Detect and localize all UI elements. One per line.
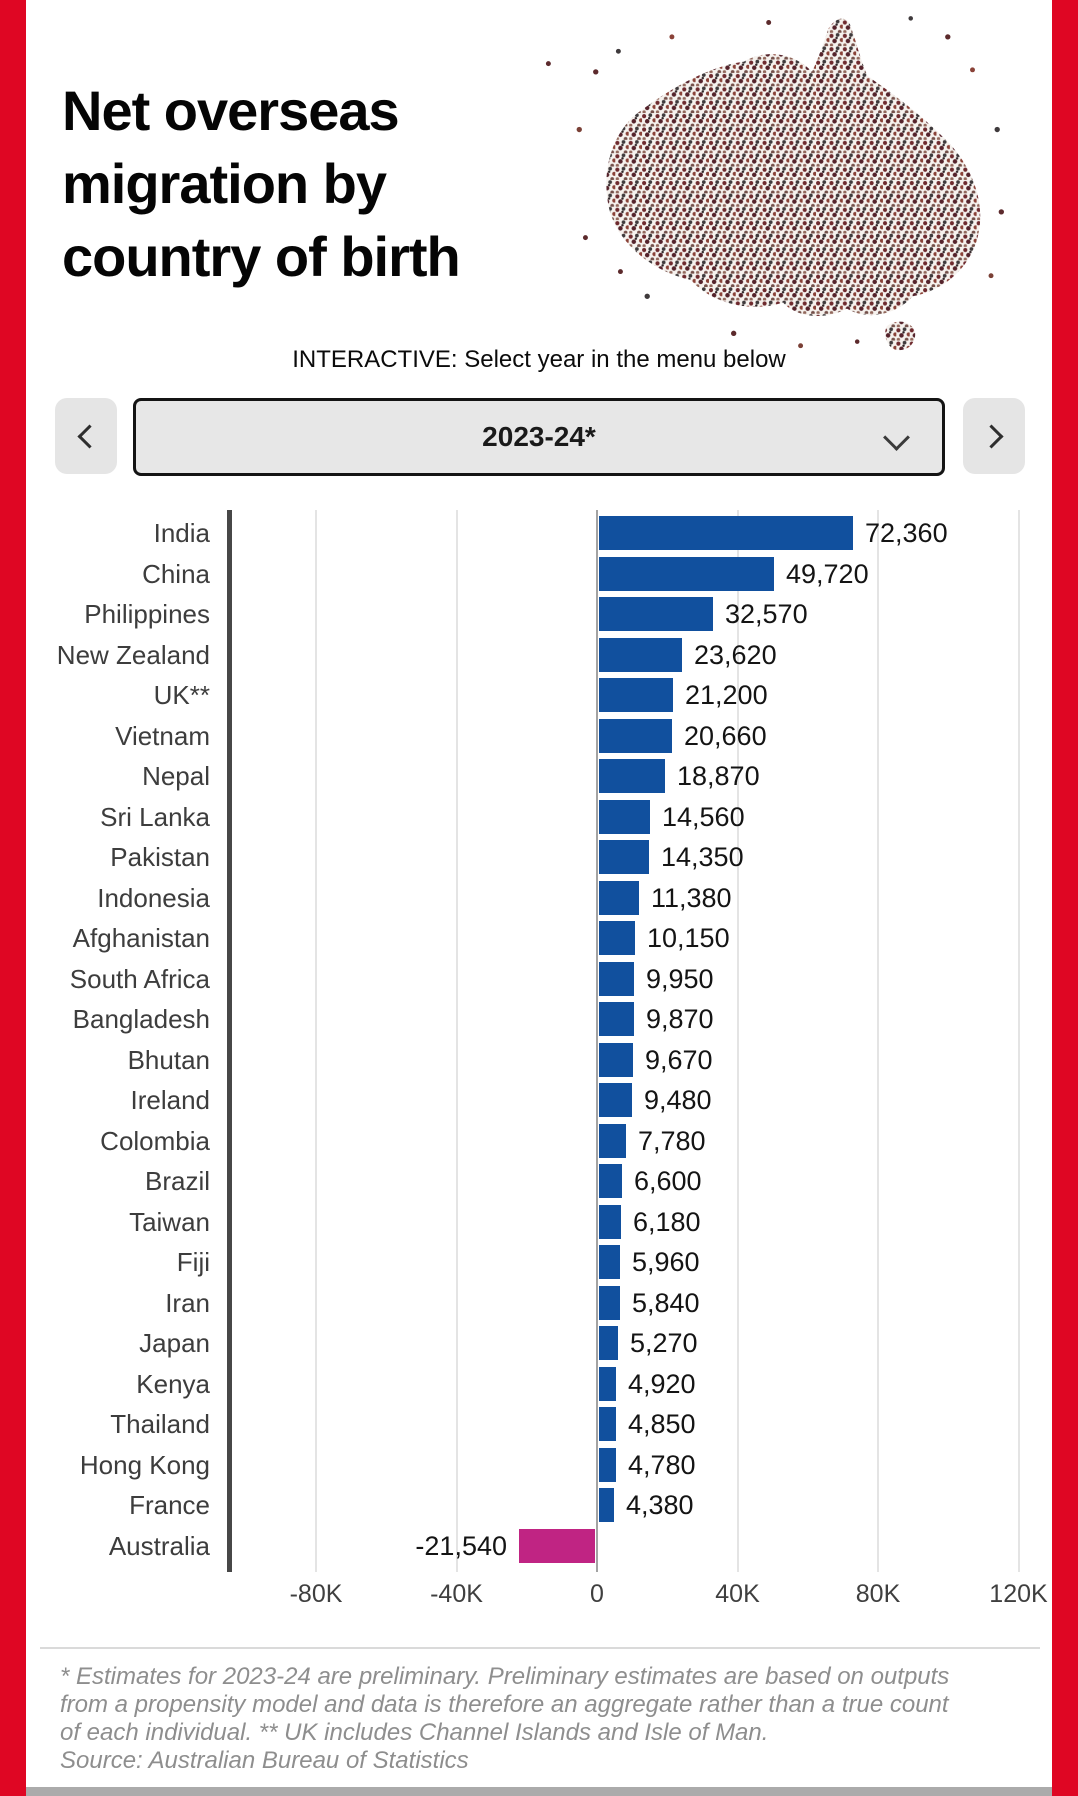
category-label: France bbox=[129, 1490, 210, 1520]
category-label: UK** bbox=[153, 680, 210, 710]
category-label: Thailand bbox=[110, 1409, 210, 1439]
category-label: Vietnam bbox=[115, 720, 210, 751]
category-label: Philippines bbox=[84, 599, 210, 629]
value-label: 72,360 bbox=[865, 518, 948, 548]
value-label: 7,780 bbox=[638, 1125, 706, 1156]
x-tick-label: -80K bbox=[289, 1580, 343, 1608]
value-label: 14,350 bbox=[661, 842, 744, 872]
bar bbox=[599, 597, 713, 631]
category-label: China bbox=[142, 558, 210, 589]
bar bbox=[599, 1124, 626, 1158]
category-label: Hong Kong bbox=[79, 1449, 210, 1480]
value-label: 18,870 bbox=[677, 761, 760, 791]
bar bbox=[599, 840, 649, 874]
category-label: Australia bbox=[108, 1530, 210, 1561]
bar bbox=[599, 516, 853, 550]
value-label: 5,270 bbox=[630, 1328, 698, 1358]
bar bbox=[599, 557, 774, 591]
category-label: Fiji bbox=[176, 1247, 210, 1277]
value-label: 9,480 bbox=[644, 1085, 712, 1115]
category-label: Bhutan bbox=[127, 1044, 210, 1075]
x-gridline bbox=[877, 510, 879, 1572]
bar bbox=[599, 1083, 632, 1117]
category-label: Brazil bbox=[144, 1166, 210, 1196]
bar bbox=[599, 800, 650, 834]
category-label: Colombia bbox=[100, 1125, 210, 1156]
bar bbox=[599, 1164, 622, 1198]
previous-year-button[interactable] bbox=[55, 398, 117, 474]
value-label: 4,920 bbox=[628, 1368, 696, 1399]
bar bbox=[599, 1326, 618, 1360]
value-label: 9,950 bbox=[646, 963, 714, 994]
footnote-text: * Estimates for 2023-24 are preliminary. Preliminary estimates are based on outputs from a propensity model and data is therefore an aggregate rather than a true count of each individual. ** UK includes Channel Islands and Isle of Man. bbox=[60, 1663, 950, 1746]
bar bbox=[599, 759, 665, 793]
category-label: Iran bbox=[165, 1287, 210, 1318]
x-tick-label: 40K bbox=[715, 1580, 760, 1608]
value-label: 49,720 bbox=[786, 558, 869, 589]
interactive-hint: INTERACTIVE: Select year in the menu below bbox=[292, 346, 786, 373]
value-label: 14,560 bbox=[662, 801, 745, 832]
year-dropdown[interactable] bbox=[133, 398, 945, 476]
category-label: New Zealand bbox=[56, 639, 210, 670]
value-label: -21,540 bbox=[415, 1530, 507, 1561]
category-label: Indonesia bbox=[97, 882, 210, 913]
bar bbox=[599, 1488, 614, 1522]
value-label: 11,380 bbox=[651, 882, 732, 913]
bar-chart bbox=[0, 510, 1078, 1680]
bar bbox=[519, 1529, 595, 1563]
x-gridline bbox=[315, 510, 317, 1572]
source-text: Source: Australian Bureau of Statistics bbox=[60, 1747, 469, 1774]
category-label: Sri Lanka bbox=[100, 801, 210, 832]
category-axis-line bbox=[227, 510, 232, 1572]
x-tick-label: 80K bbox=[855, 1580, 901, 1608]
value-label: 5,960 bbox=[632, 1247, 700, 1277]
next-year-button[interactable] bbox=[963, 398, 1025, 474]
value-label: 4,780 bbox=[628, 1449, 696, 1480]
x-tick-label: 0 bbox=[590, 1580, 604, 1608]
category-label: Kenya bbox=[136, 1368, 210, 1399]
category-label: Pakistan bbox=[110, 842, 210, 872]
category-label: Nepal bbox=[142, 761, 210, 791]
value-label: 5,840 bbox=[632, 1287, 700, 1318]
value-label: 9,670 bbox=[645, 1044, 713, 1075]
value-label: 10,150 bbox=[647, 923, 730, 953]
category-label: South Africa bbox=[69, 963, 210, 994]
x-gridline bbox=[456, 510, 458, 1572]
bar bbox=[599, 638, 682, 672]
value-label: 4,850 bbox=[628, 1409, 696, 1439]
value-label: 4,380 bbox=[626, 1490, 694, 1520]
category-label: Bangladesh bbox=[72, 1004, 210, 1034]
value-label: 20,660 bbox=[684, 720, 767, 751]
bar bbox=[599, 921, 635, 955]
category-label: Ireland bbox=[130, 1085, 210, 1115]
bar bbox=[599, 962, 634, 996]
value-label: 9,870 bbox=[646, 1004, 714, 1034]
value-label: 6,180 bbox=[633, 1206, 701, 1237]
bar bbox=[599, 678, 673, 712]
bar bbox=[599, 1002, 634, 1036]
x-tick-label: 120K bbox=[989, 1580, 1048, 1608]
bottom-bar bbox=[26, 1787, 1052, 1796]
bar bbox=[599, 719, 672, 753]
x-tick-label: -40K bbox=[430, 1580, 483, 1608]
bar bbox=[599, 1286, 620, 1320]
footnote bbox=[60, 1663, 960, 1775]
footer-divider bbox=[40, 1647, 1040, 1649]
category-label: Taiwan bbox=[129, 1206, 210, 1237]
category-label: Japan bbox=[139, 1328, 210, 1358]
category-label: India bbox=[153, 518, 210, 548]
page-title: Net overseas migration by country of birth bbox=[62, 78, 460, 288]
bar bbox=[599, 1367, 616, 1401]
value-label: 6,600 bbox=[634, 1166, 702, 1196]
bar bbox=[599, 1448, 616, 1482]
bar bbox=[599, 1043, 633, 1077]
year-dropdown-value: 2023-24* bbox=[482, 421, 596, 452]
value-label: 23,620 bbox=[694, 639, 777, 670]
australia-crowd-image bbox=[545, 6, 1015, 356]
value-label: 21,200 bbox=[685, 680, 768, 710]
australia-mainland-shape bbox=[606, 19, 980, 316]
x-gridline bbox=[596, 510, 598, 1572]
x-gridline bbox=[1018, 510, 1020, 1572]
chevron-left-icon bbox=[77, 424, 101, 448]
value-label: 32,570 bbox=[725, 599, 808, 629]
bar bbox=[599, 1245, 620, 1279]
chevron-right-icon bbox=[979, 424, 1003, 448]
category-label: Afghanistan bbox=[72, 923, 210, 953]
bar bbox=[599, 1407, 616, 1441]
bar bbox=[599, 1205, 621, 1239]
bar bbox=[599, 881, 639, 915]
